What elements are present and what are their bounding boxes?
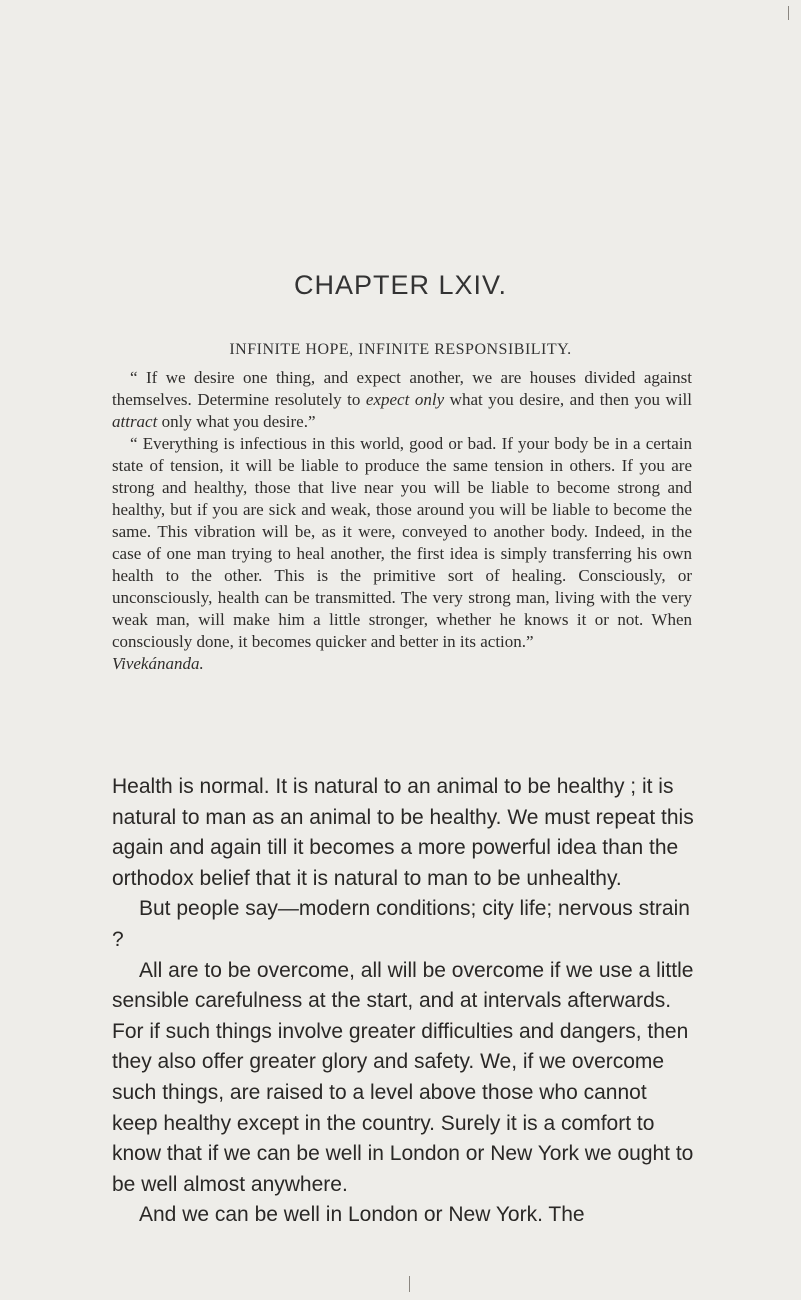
- quote-attribution: Vivekánanda.: [112, 654, 204, 673]
- page-speck: [788, 6, 789, 20]
- emphasis: expect only: [365, 390, 445, 409]
- body-paragraph: And we can be well in London or New York. The: [139, 1203, 585, 1227]
- body-paragraph: But people say—modern conditions; city life; nervous strain ?: [112, 897, 690, 951]
- body-paragraph: Health is normal. It is natural to an animal to be healthy ; it is natural to man as an animal to be healthy. We must repeat this again and again till it becomes a more powerful idea than the orthodox belief that it is natural to man to be unhealthy.: [112, 775, 694, 890]
- chapter-subtitle: INFINITE HOPE, INFINITE RESPONSIBILITY.: [229, 341, 572, 358]
- emphasis: attract: [112, 412, 158, 431]
- quote-paragraph: “ Everything is infectious in this world, good or bad. If your body be in a certain state of tension, it will be liable to produce the same tension in others. If you are strong and healthy, those that live near you will be liable to become strong and healthy, but if you are sick and weak, those around you will be liable to become the same. This vibration will be, as it were, conveyed to another body. Indeed, in the case of one man trying to heal another, the first idea is simply transferring his own health to the other. This is the primitive sort of healing. Consciously, or unconsciously, health can be transmitted. The very strong man, living with the very weak man, will make him a little stronger, whether he knows it or not. When consciously done, it becomes quicker and better in its action.”: [112, 434, 692, 651]
- chapter-title: CHAPTER LXIV.: [293, 270, 508, 300]
- chapter-body: [112, 772, 697, 1231]
- epigraph-quote: [112, 367, 692, 675]
- body-paragraph: All are to be overcome, all will be overcome if we use a little sensible carefulness at the start, and at intervals afterwards. For if such things involve greater difficulties and dangers, then they also offer greater glory and safety. We, if we overcome such things, are raised to a level above those who cannot keep healthy except in the country. Surely it is a comfort to know that if we can be well in London or New York we ought to be well almost anywhere.: [112, 958, 694, 1196]
- quote-paragraph: “ If we desire one thing, and expect another, we are houses divided against themselves. Determine resolutely to expect only what you desire, and then you will attract only what you desire.”: [112, 368, 692, 431]
- page-speck: [409, 1276, 410, 1292]
